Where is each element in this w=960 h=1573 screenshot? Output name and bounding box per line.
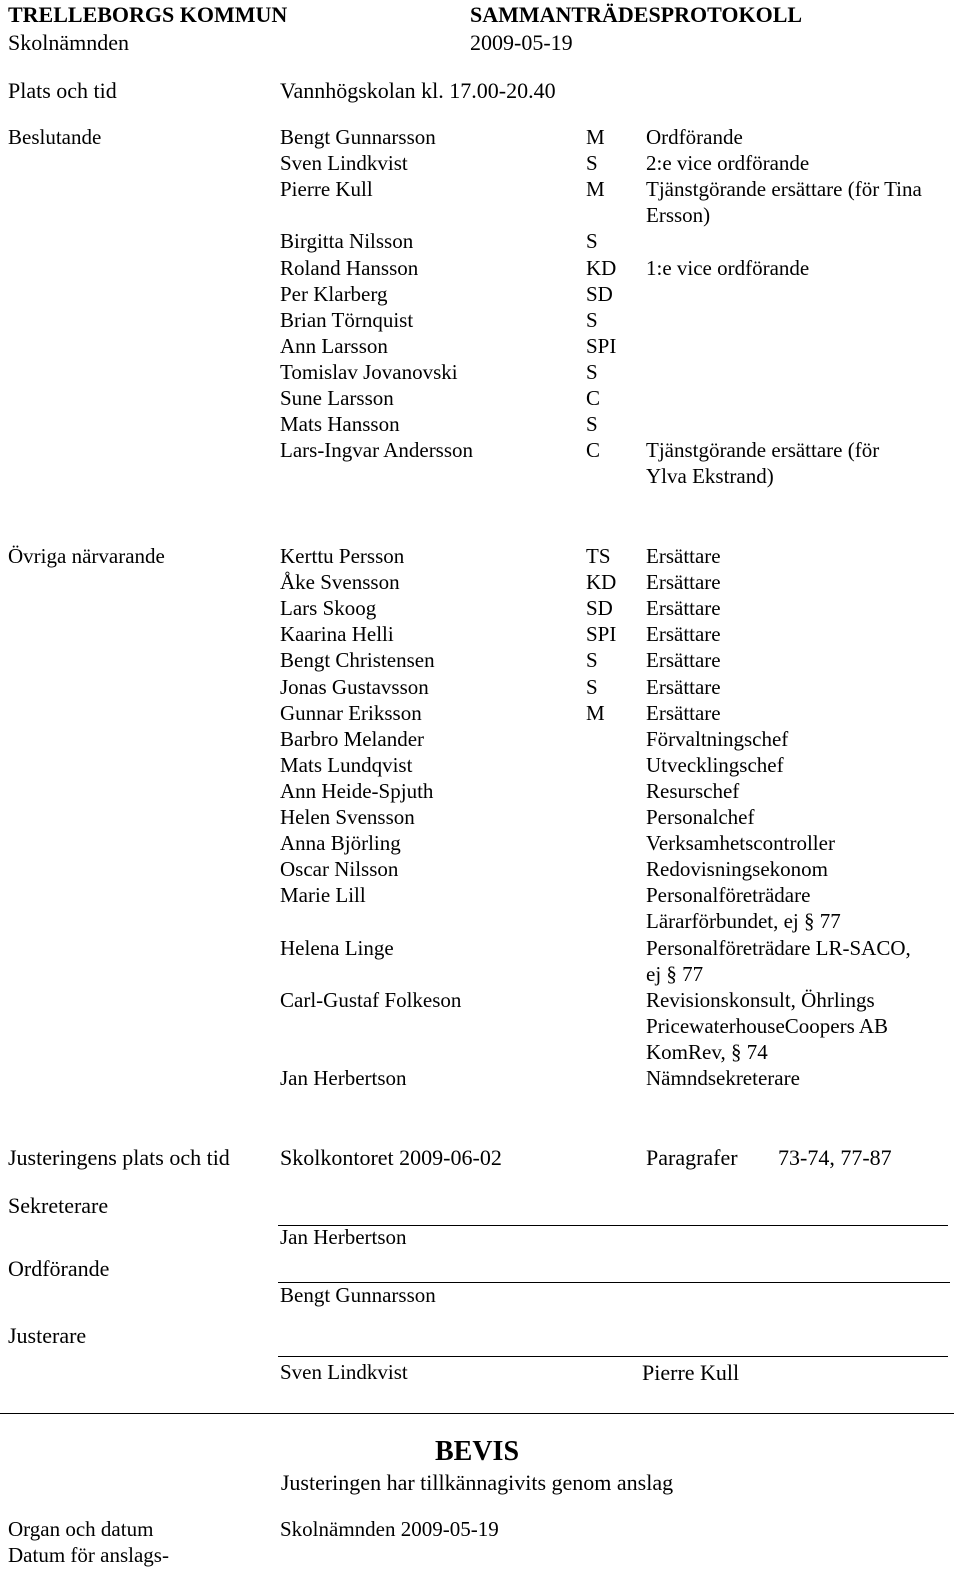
attendee-role: Ersättare: [646, 648, 721, 673]
chair-label: Ordförande: [8, 1256, 110, 1281]
chair-name: Bengt Gunnarsson: [280, 1283, 436, 1307]
attendee-role: Ersättare: [646, 544, 721, 568]
attendee-row: [0, 333, 960, 359]
adjusters-label: Justerare: [8, 1323, 87, 1348]
attendee-party: S: [586, 359, 598, 384]
attendee-party: S: [586, 674, 598, 699]
attendee-name: Jonas Gustavsson: [280, 674, 429, 699]
attendee-row: [0, 228, 960, 254]
attendee-name: Anna Björling: [280, 831, 401, 856]
attendee-row: [0, 569, 960, 595]
adjustment-value: Skolkontoret 2009-06-02: [280, 1145, 502, 1170]
posting-date-label: Datum för anslags-: [8, 1543, 169, 1567]
attendee-name: Kerttu Persson: [280, 544, 405, 568]
paragraphs-value: 73-74, 77-87: [778, 1145, 892, 1170]
place-time-value: Vannhögskolan kl. 17.00-20.40: [280, 78, 556, 103]
attendee-party: C: [586, 438, 601, 463]
adjustment-label: Justeringens plats och tid: [8, 1145, 230, 1170]
attendee-party: SPI: [586, 333, 617, 358]
attendee-role: Redovisningsekonom: [646, 857, 828, 882]
attendee-party: SD: [586, 596, 613, 621]
adjusters-signature-line: [278, 1356, 948, 1357]
attendee-row: [0, 359, 960, 385]
attendee-role-continued: Ylva Ekstrand): [646, 464, 774, 489]
attendee-row: [0, 1065, 960, 1091]
attendee-row: [0, 700, 960, 726]
attendee-name: Sune Larsson: [280, 386, 394, 410]
attendee-name: Barbro Melander: [280, 726, 425, 751]
certificate-text: Justeringen har tillkännagivits genom anslag: [280, 1470, 674, 1495]
attendee-name: Bengt Gunnarsson: [280, 125, 436, 149]
attendee-name: Åke Svensson: [280, 570, 400, 595]
section-divider: [0, 1413, 954, 1414]
attendee-row: [0, 674, 960, 700]
attendee-row: [0, 752, 960, 778]
attendee-name: Carl-Gustaf Folkeson: [280, 987, 462, 1012]
attendee-party: TS: [586, 544, 611, 568]
attendee-role: Tjänstgörande ersättare (för: [646, 438, 880, 463]
attendee-party: C: [586, 386, 601, 410]
attendee-name: Kaarina Helli: [280, 622, 394, 647]
attendee-name: Bengt Christensen: [280, 648, 435, 673]
attendee-row: [0, 307, 960, 333]
document-type: SAMMANTRÄDESPROTOKOLL: [470, 2, 803, 27]
attendee-party: S: [586, 229, 598, 254]
attendee-name: Ann Heide-Spjuth: [280, 778, 434, 803]
attendee-name: Pierre Kull: [280, 177, 373, 202]
attendee-name: Jan Herbertson: [280, 1066, 407, 1090]
attendee-row: [0, 778, 960, 804]
attendee-row: [0, 150, 960, 176]
attendee-name: Oscar Nilsson: [280, 857, 399, 882]
attendee-name: Marie Lill: [280, 883, 366, 908]
attendee-name: Birgitta Nilsson: [280, 229, 414, 254]
attendee-row: [0, 647, 960, 673]
board-name: Skolnämnden: [8, 30, 129, 55]
attendee-role: Tjänstgörande ersättare (för Tina: [646, 177, 922, 202]
attendee-name: Gunnar Eriksson: [280, 700, 422, 725]
attendee-role: Ordförande: [646, 125, 743, 149]
attendee-row: [0, 176, 960, 228]
others-present-label: Övriga närvarande: [8, 544, 165, 568]
adjuster-1-name: Sven Lindkvist: [280, 1360, 408, 1384]
decision-makers-label: Beslutande: [8, 125, 102, 149]
attendee-party: S: [586, 648, 598, 673]
meeting-date: 2009-05-19: [470, 30, 573, 55]
organ-label: Organ och datum: [8, 1517, 154, 1541]
attendee-name: Mats Hansson: [280, 412, 400, 437]
attendee-party: M: [586, 125, 605, 149]
attendee-row: [0, 437, 960, 489]
attendee-row: [0, 726, 960, 752]
attendee-role: Förvaltningschef: [646, 726, 789, 751]
attendee-party: KD: [586, 255, 617, 280]
attendee-party: SD: [586, 281, 613, 306]
attendee-role-continued: PricewaterhouseCoopers AB: [646, 1013, 889, 1038]
attendee-role: Ersättare: [646, 622, 721, 647]
attendee-party: KD: [586, 570, 617, 595]
attendee-role: 1:e vice ordförande: [646, 255, 810, 280]
attendee-role: Personalföreträdare LR-SACO,: [646, 935, 911, 960]
attendee-party: S: [586, 412, 598, 437]
organ-value: Skolnämnden 2009-05-19: [280, 1517, 499, 1541]
attendee-role: Utvecklingschef: [646, 752, 784, 777]
attendee-name: Sven Lindkvist: [280, 151, 408, 176]
attendee-row: [0, 595, 960, 621]
attendee-role: Nämndsekreterare: [646, 1066, 800, 1090]
attendee-row: [0, 935, 960, 987]
certificate-title: BEVIS: [434, 1436, 520, 1467]
attendee-row: [0, 543, 960, 569]
attendee-row: [0, 124, 960, 150]
attendee-role: Ersättare: [646, 700, 721, 725]
attendee-name: Ann Larsson: [280, 333, 388, 358]
attendee-role: Ersättare: [646, 596, 721, 621]
attendee-name: Lars Skoog: [280, 596, 377, 621]
attendee-role: Revisionskonsult, Öhrlings: [646, 987, 875, 1012]
attendee-row: [0, 856, 960, 882]
attendee-role: Ersättare: [646, 570, 721, 595]
attendee-role: Verksamhetscontroller: [646, 831, 835, 856]
place-time-label: Plats och tid: [8, 78, 117, 103]
attendee-row: [0, 830, 960, 856]
org-name: TRELLEBORGS KOMMUN: [8, 2, 288, 27]
secretary-label: Sekreterare: [8, 1193, 109, 1218]
attendee-row: [0, 882, 960, 934]
attendee-row: [0, 804, 960, 830]
attendee-role-continued: ej § 77: [646, 961, 704, 986]
secretary-name: Jan Herbertson: [280, 1225, 407, 1249]
attendee-role-continued: KomRev, § 74: [646, 1039, 768, 1064]
attendee-name: Per Klarberg: [280, 281, 388, 306]
attendee-role-continued: Ersson): [646, 203, 711, 228]
paragraphs-label: Paragrafer: [646, 1145, 738, 1170]
attendee-name: Brian Törnquist: [280, 307, 414, 332]
attendee-name: Roland Hansson: [280, 255, 419, 280]
adjuster-2-name: Pierre Kull: [642, 1360, 740, 1385]
attendee-name: Helena Linge: [280, 935, 394, 960]
attendee-role: Resurschef: [646, 778, 740, 803]
attendee-party: M: [586, 177, 605, 202]
attendee-name: Mats Lundqvist: [280, 752, 413, 777]
attendee-party: M: [586, 700, 605, 725]
attendee-role: Ersättare: [646, 674, 721, 699]
attendee-row: [0, 255, 960, 281]
attendee-role: Personalchef: [646, 805, 755, 829]
attendee-row: [0, 411, 960, 437]
attendee-party: SPI: [586, 622, 617, 647]
attendee-row: [0, 621, 960, 647]
attendee-role-continued: Lärarförbundet, ej § 77: [646, 909, 841, 934]
attendee-name: Lars-Ingvar Andersson: [280, 438, 474, 463]
attendee-role: 2:e vice ordförande: [646, 151, 810, 176]
attendee-row: [0, 385, 960, 411]
attendee-row: [0, 987, 960, 1065]
attendee-name: Helen Svensson: [280, 805, 415, 829]
attendee-name: Tomislav Jovanovski: [280, 359, 458, 384]
attendee-party: S: [586, 307, 598, 332]
attendee-row: [0, 281, 960, 307]
attendee-party: S: [586, 151, 598, 176]
attendee-role: Personalföreträdare: [646, 883, 811, 908]
